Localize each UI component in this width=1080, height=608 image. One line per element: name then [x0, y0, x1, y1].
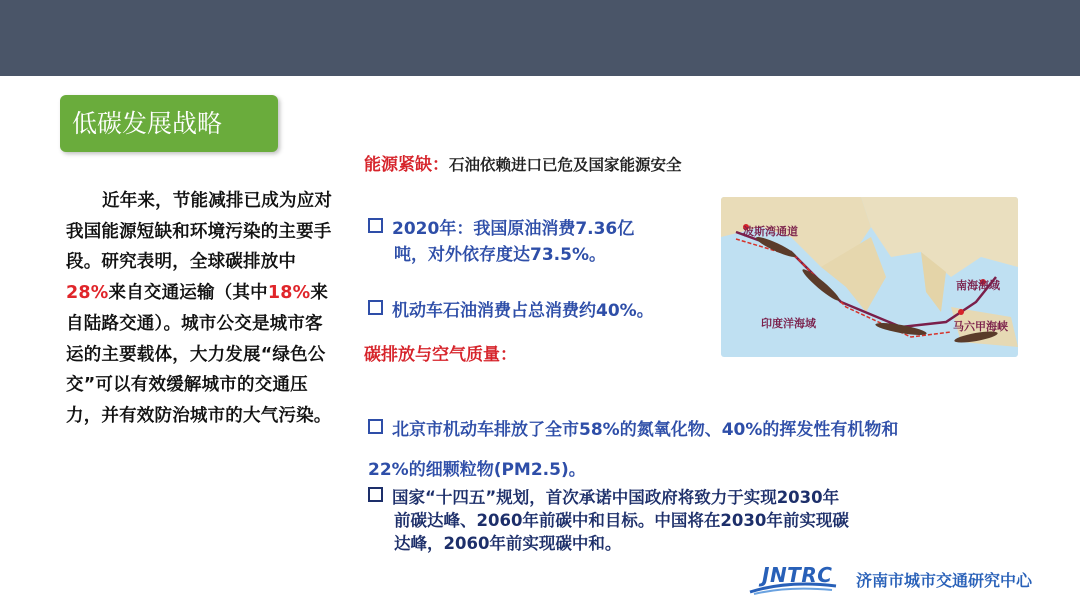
energy-bullet-2-text: 机动车石油消费占总消费约40%。 [392, 301, 654, 321]
energy-subheading: 石油依赖进口已危及国家能源安全 [449, 156, 682, 174]
energy-bullet-2 [368, 298, 654, 324]
logo-swoosh-icon [748, 580, 838, 596]
checkbox-bullet-icon [368, 218, 383, 233]
stat-18-percent: 18% [267, 283, 311, 304]
carbon-bullet-1-line-1: 北京市机动车排放了全市58%的氮氧化物、40%的挥发性有机物和 [392, 420, 899, 440]
checkbox-bullet-icon [368, 419, 383, 434]
energy-bullet-1 [368, 216, 634, 268]
top-banner [0, 0, 1080, 76]
carbon-bullet-1 [368, 410, 898, 490]
carbon-bullet-2 [368, 486, 849, 555]
organization-name: 济南市城市交通研究中心 [856, 571, 1033, 590]
intro-paragraph [66, 186, 338, 432]
stat-28-percent: 28% [66, 283, 109, 304]
oil-route-map [721, 197, 1018, 357]
energy-bullet-1-line-1: 2020年：我国原油消费7.36亿 [392, 219, 635, 239]
jntrc-logo: JNTRC [762, 563, 833, 587]
intro-text-3: 来自陆路交通）。城市公交是城市客运的主要载体，大力发展“绿色公交”可以有效缓解城市的交通压力，并有效防治城市的大气污染。 [66, 283, 332, 426]
label-south-sea: 南海海域 [956, 279, 1000, 292]
checkbox-bullet-icon [368, 300, 383, 315]
carbon-bullet-2-line-1: 国家“十四五”规划，首次承诺中国政府将致力于实现2030年 [392, 488, 840, 507]
carbon-bullet-2-line-3: 达峰，2060年前实现碳中和。 [394, 534, 622, 553]
label-persian-gulf: 波斯湾通道 [743, 225, 798, 238]
energy-bullet-1-line-2: 吨，对外依存度达73.5%。 [394, 245, 606, 265]
square-bullet-icon [368, 487, 383, 502]
intro-text-2: 来自交通运输（其中 [108, 283, 268, 304]
energy-heading [364, 150, 682, 175]
carbon-bullet-2-line-2: 前碳达峰、2060年前碳中和目标。中国将在2030年前实现碳 [394, 511, 849, 530]
energy-heading-label: 能源紧缺： [364, 155, 449, 175]
slide-title: 低碳发展战略 [60, 95, 278, 152]
carbon-heading: 碳排放与空气质量： [364, 345, 517, 365]
label-malacca: 马六甲海峡 [953, 320, 1008, 333]
label-indian-ocean: 印度洋海域 [761, 317, 816, 330]
intro-text-1: 近年来，节能减排已成为应对我国能源短缺和环境污染的主要手段。研究表明，全球碳排放中 [66, 191, 333, 273]
carbon-bullet-1-line-2: 22%的细颗粒物(PM2.5)。 [368, 460, 586, 480]
